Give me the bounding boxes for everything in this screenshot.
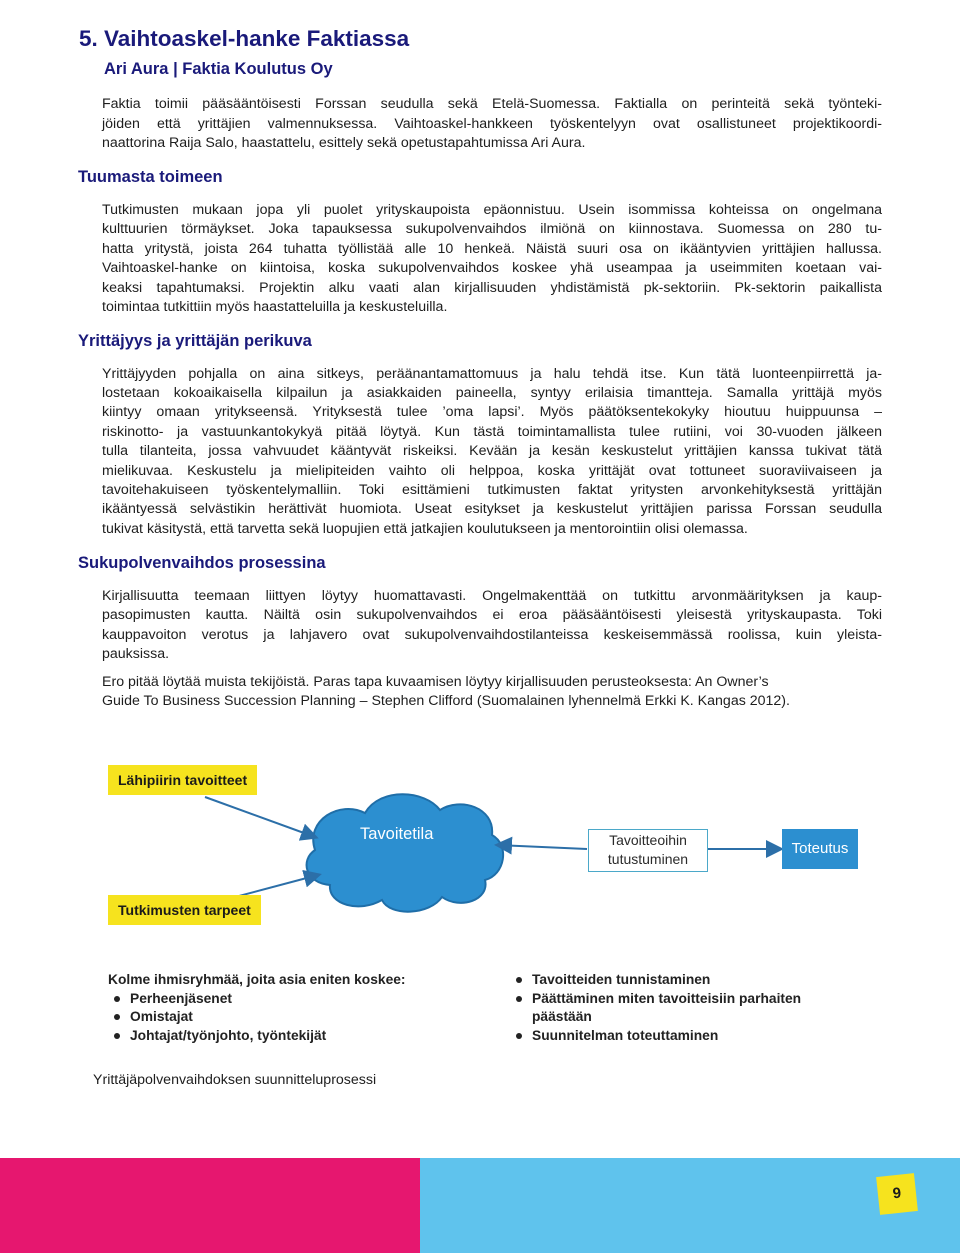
list-item: Perheenjäsenet (108, 990, 468, 1009)
list-item: Tavoitteiden tunnistaminen (510, 971, 860, 990)
page-title: 5. Vaihtoaskel-hanke Faktiassa (79, 26, 410, 51)
lahipiiri-box: Lähipiirin tavoitteet (108, 765, 257, 795)
section-title: Yrittäjyys ja yrittäjän perikuva (78, 332, 312, 350)
groups-title: Kolme ihmisryhmää, joita asia eniten koskee: (108, 972, 406, 987)
list-item: Omistajat (108, 1008, 468, 1027)
body-line: tulla tilanteita, jossa vahvuudet kääntyvät riskeiksi. Kevään ja kesän keskustelut yrittäjien kanssa tukivat tätä (102, 443, 882, 459)
arrow-lahipiiri (205, 797, 315, 837)
body-line: pauksissa. (102, 646, 170, 662)
groups-list (108, 971, 468, 1045)
cloud-shape (307, 794, 504, 911)
intro-line: Faktia toimii pääsääntöisesti Forssan seudulla sekä Etelä-Suomessa. Faktialla on perinteitä sekä työnteki- (102, 96, 882, 112)
section-title: Tuumasta toimeen (78, 168, 223, 186)
body-line: Ero pitää löytää muista tekijöistä. Paras tapa kuvaamisen löytyy kirjallisuuden perusteoksesta: An Owner’s (102, 674, 769, 690)
tavoite-line: Tavoitteoihin (609, 832, 687, 848)
body-line: tavoitehakuiseen työskentelymalliin. Toki esittämieni tutkimusten faktat yritysten arvonkehityksestä yrittäjän (102, 482, 882, 498)
footer-stripe-magenta (0, 1158, 420, 1253)
tavoite-line: tutustuminen (607, 851, 689, 867)
list-item: Päättäminen miten tavoitteisiin parhaiten päästään (510, 990, 860, 1027)
arrow-tavoite (498, 845, 587, 849)
list-item: Johtajat/työnjohto, työntekijät (108, 1027, 468, 1046)
body-line: lostetaan kokoaikaisella kilpailun ja asiakkaiden paineella, syntyy erilaisia timantteja. Samalla yrittäjä myös (102, 385, 882, 401)
tavoite-box (588, 829, 708, 872)
author-line: Ari Aura | Faktia Koulutus Oy (104, 60, 333, 78)
tutkimusten-box: Tutkimusten tarpeet (108, 895, 261, 925)
body-line: tukivat käsitystä, että tarvetta sekä luopujien että jatkajien koulutukseen ja mentorointiin olisi olemassa. (102, 521, 748, 537)
body-line: toimintaa tutkittiin myös haastatteluilla ja keskusteluilla. (102, 299, 448, 315)
body-line: mielikuvaa. Keskustelu ja mielipiteiden vaihto oli helppoa, koska yrittäjät ovat tottuneet suoraviivaiseen ja (102, 463, 882, 479)
tavoitetila-label: Tavoitetila (360, 825, 434, 843)
steps-list (510, 971, 860, 1045)
body-line: kulttuurien törmäykset. Joka tapauksessa sukupolvenvaihdos ilmiönä on kiinnostava. Suomessa on 280 tu- (102, 221, 882, 237)
diagram-caption: Yrittäjäpolvenvaihdoksen suunnitteluprosessi (93, 1072, 377, 1088)
process-diagram (90, 745, 860, 1065)
body-line: ikääntyessä selvästikin herättivät huomiota. Useat esitykset ja keskustelut yrittäjien parissa Forssan seudulla (102, 501, 882, 517)
intro-line: naattorina Raija Salo, haastattelu, esittely sekä opetustapahtumissa Ari Aura. (102, 135, 586, 151)
body-line: Tutkimusten mukaan jopa yli puolet yrityskaupoista epäonnistuu. Usein isommissa kohteissa on ongelmana (102, 202, 882, 218)
body-line: Vaihtoaskel-hanke on kiintoisa, koska sukupolvenvaihdos koskee yhä useampaa ja useimmiten koetaan vai- (102, 260, 882, 276)
body-line: Guide To Business Succession Planning – Stephen Clifford (Suomalainen lyhennelmä Erkki K. Kangas 2012). (102, 693, 790, 709)
body-line: Yrittäjyyden pohjalla on aina sitkeys, peräänantamattomuus ja halu tehdä itse. Kun tätä luonteenpiirrettä ja- (102, 366, 882, 382)
body-line: pasopimusten kautta. Näiltä osin sukupolvenvaihdos ei eroa pääsääntöisesti yleisestä yrityskaupasta. Toki (102, 607, 882, 623)
page-number: 9 (876, 1173, 918, 1215)
intro-line: jöiden että yrittäjien valmennuksessa. Vaihtoaskel-hankkeen työskentelyyn ovat osallistuneet projektikoordi- (102, 116, 882, 132)
body-line: kauppavoiton verotus ja lahjavero ovat sukupolvenvaihdostilanteissa keskeisemmässä roolissa, kuin yleista- (102, 627, 882, 643)
body-line: hatta yritystä, joista 264 tuhatta työllistää alle 10 henkeä. Näistä suuri osa on ikääntyvien yrittäjien hallussa. (102, 241, 882, 257)
body-line: riskinotto- ja vastuunkantokykyä pitää löytyä. Kun tästä toimintamallista tulee rutiini, voi 30-vuoden jälkeen (102, 424, 882, 440)
toteutus-box: Toteutus (782, 829, 858, 869)
body-line: keaksi tapahtumaksi. Projektin alku vaati alan kirjallisuuden yhdistämistä pk-sektoriin. Pk-sektorin paikallista (102, 280, 882, 296)
section-title: Sukupolvenvaihdos prosessina (78, 554, 326, 572)
body-line: Kirjallisuutta teemaan liittyen löytyy huomattavasti. Ongelmakenttää on tutkittu arvonmäärityksen ja kaup- (102, 588, 882, 604)
body-line: kiintyy omaan yritykseensä. Yrityksestä tulee ’oma lapsi’. Myös päätöksentekokyky hioutuu huippuunsa – (102, 404, 882, 420)
list-item: Suunnitelman toteuttaminen (510, 1027, 860, 1046)
